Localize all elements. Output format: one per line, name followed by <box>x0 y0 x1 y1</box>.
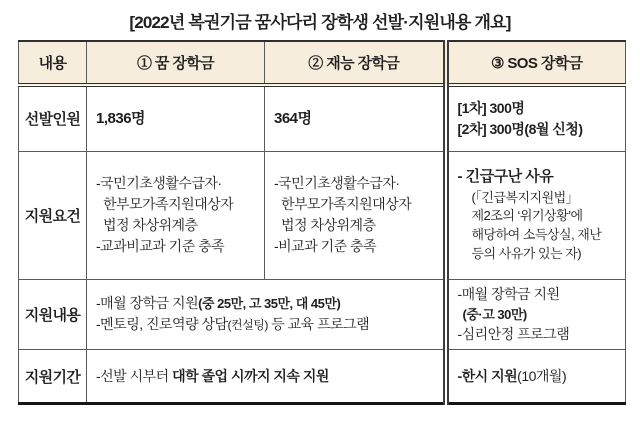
header-cell-sos: ③ SOS 장학금 <box>446 41 626 85</box>
cell-benefits-sos <box>446 279 626 350</box>
cell-requirements-talent <box>265 151 446 279</box>
req-sos-detail: 해당하여 소득상실, 재난 <box>471 227 602 243</box>
page-title: [2022년 복권기금 꿈사다리 장학생 선발·지원내용 개요] <box>129 13 511 32</box>
req-sos-detail: (「긴급복지지원법」 <box>471 189 579 205</box>
req-sos-heading: - 긴급구난 사유 <box>457 168 554 186</box>
req-sos-detail: 제2조의 ‘위기상황’에 <box>471 208 583 224</box>
cell-period-merged <box>87 350 446 404</box>
cell-requirements-dream <box>87 151 265 279</box>
benefits-sos-line1: -매월 장학금 지원 <box>457 285 560 302</box>
row-label-benefits: 지원내용 <box>19 279 87 350</box>
selection-sos-line1: [1차] 300명 <box>457 99 525 116</box>
row-period <box>19 350 626 404</box>
req-talent-line: -국민기초생활수급자· <box>274 175 400 191</box>
row-requirements <box>19 151 626 279</box>
req-dream-line: -국민기초생활수급자· <box>96 175 222 191</box>
req-talent-line: 법정 차상위계층 <box>281 217 376 233</box>
req-sos-detail: 등의 사유가 있는 자) <box>471 246 582 262</box>
benefits-merged-line2 <box>96 314 437 335</box>
header-cell-talent: ② 재능 장학금 <box>265 41 446 85</box>
row-label-selection: 선발인원 <box>19 85 87 151</box>
cell-period-sos <box>446 350 626 404</box>
period-merged-prefix: -선발 시부터 <box>96 367 173 384</box>
period-sos-bold: -한시 지원 <box>457 367 518 384</box>
benefits-line1-paren: (중 25만, 고 35만, 대 45만) <box>198 296 341 312</box>
benefits-line2-text1: -멘토링, 진로역량 상담 <box>96 316 228 333</box>
req-talent-line: 한부모가족지원대상자 <box>281 196 412 212</box>
scholarship-table <box>18 40 626 405</box>
cell-requirements-sos <box>446 151 626 279</box>
benefits-sos-line2: -심리안정 프로그램 <box>457 326 570 342</box>
cell-selection-talent: 364명 <box>265 85 446 151</box>
req-talent-line: -비교과 기준 충족 <box>274 238 377 254</box>
req-dream-line: 한부모가족지원대상자 <box>103 196 234 212</box>
benefits-line1-text: -매월 장학금 지원 <box>96 295 199 312</box>
row-label-requirements: 지원요건 <box>19 151 87 279</box>
benefits-sos-line1b: (중·고 30만) <box>462 306 527 322</box>
req-dream-line: 법정 차상위계층 <box>103 217 198 233</box>
cell-selection-sos <box>446 85 626 151</box>
selection-sos-line2: [2차] 300명(8월 신청) <box>457 120 583 137</box>
header-cell-content: 내용 <box>19 41 87 85</box>
benefits-line2-paren: (컨설팅) <box>227 318 268 333</box>
row-label-period: 지원기간 <box>19 350 87 404</box>
period-merged-bold: 대학 졸업 시까지 지속 지원 <box>172 367 329 384</box>
row-benefits <box>19 279 626 350</box>
req-dream-line: -교과비교과 기준 충족 <box>96 238 225 254</box>
period-sos-normal: (10개월) <box>517 367 567 384</box>
benefits-merged-line1 <box>96 293 437 314</box>
row-selection <box>19 85 626 151</box>
cell-benefits-merged <box>87 279 446 350</box>
cell-selection-dream: 1,836명 <box>87 85 265 151</box>
header-row <box>19 41 626 85</box>
header-cell-dream: ① 꿈 장학금 <box>87 41 265 85</box>
benefits-line2-text2: 등 교육 프로그램 <box>267 316 370 333</box>
